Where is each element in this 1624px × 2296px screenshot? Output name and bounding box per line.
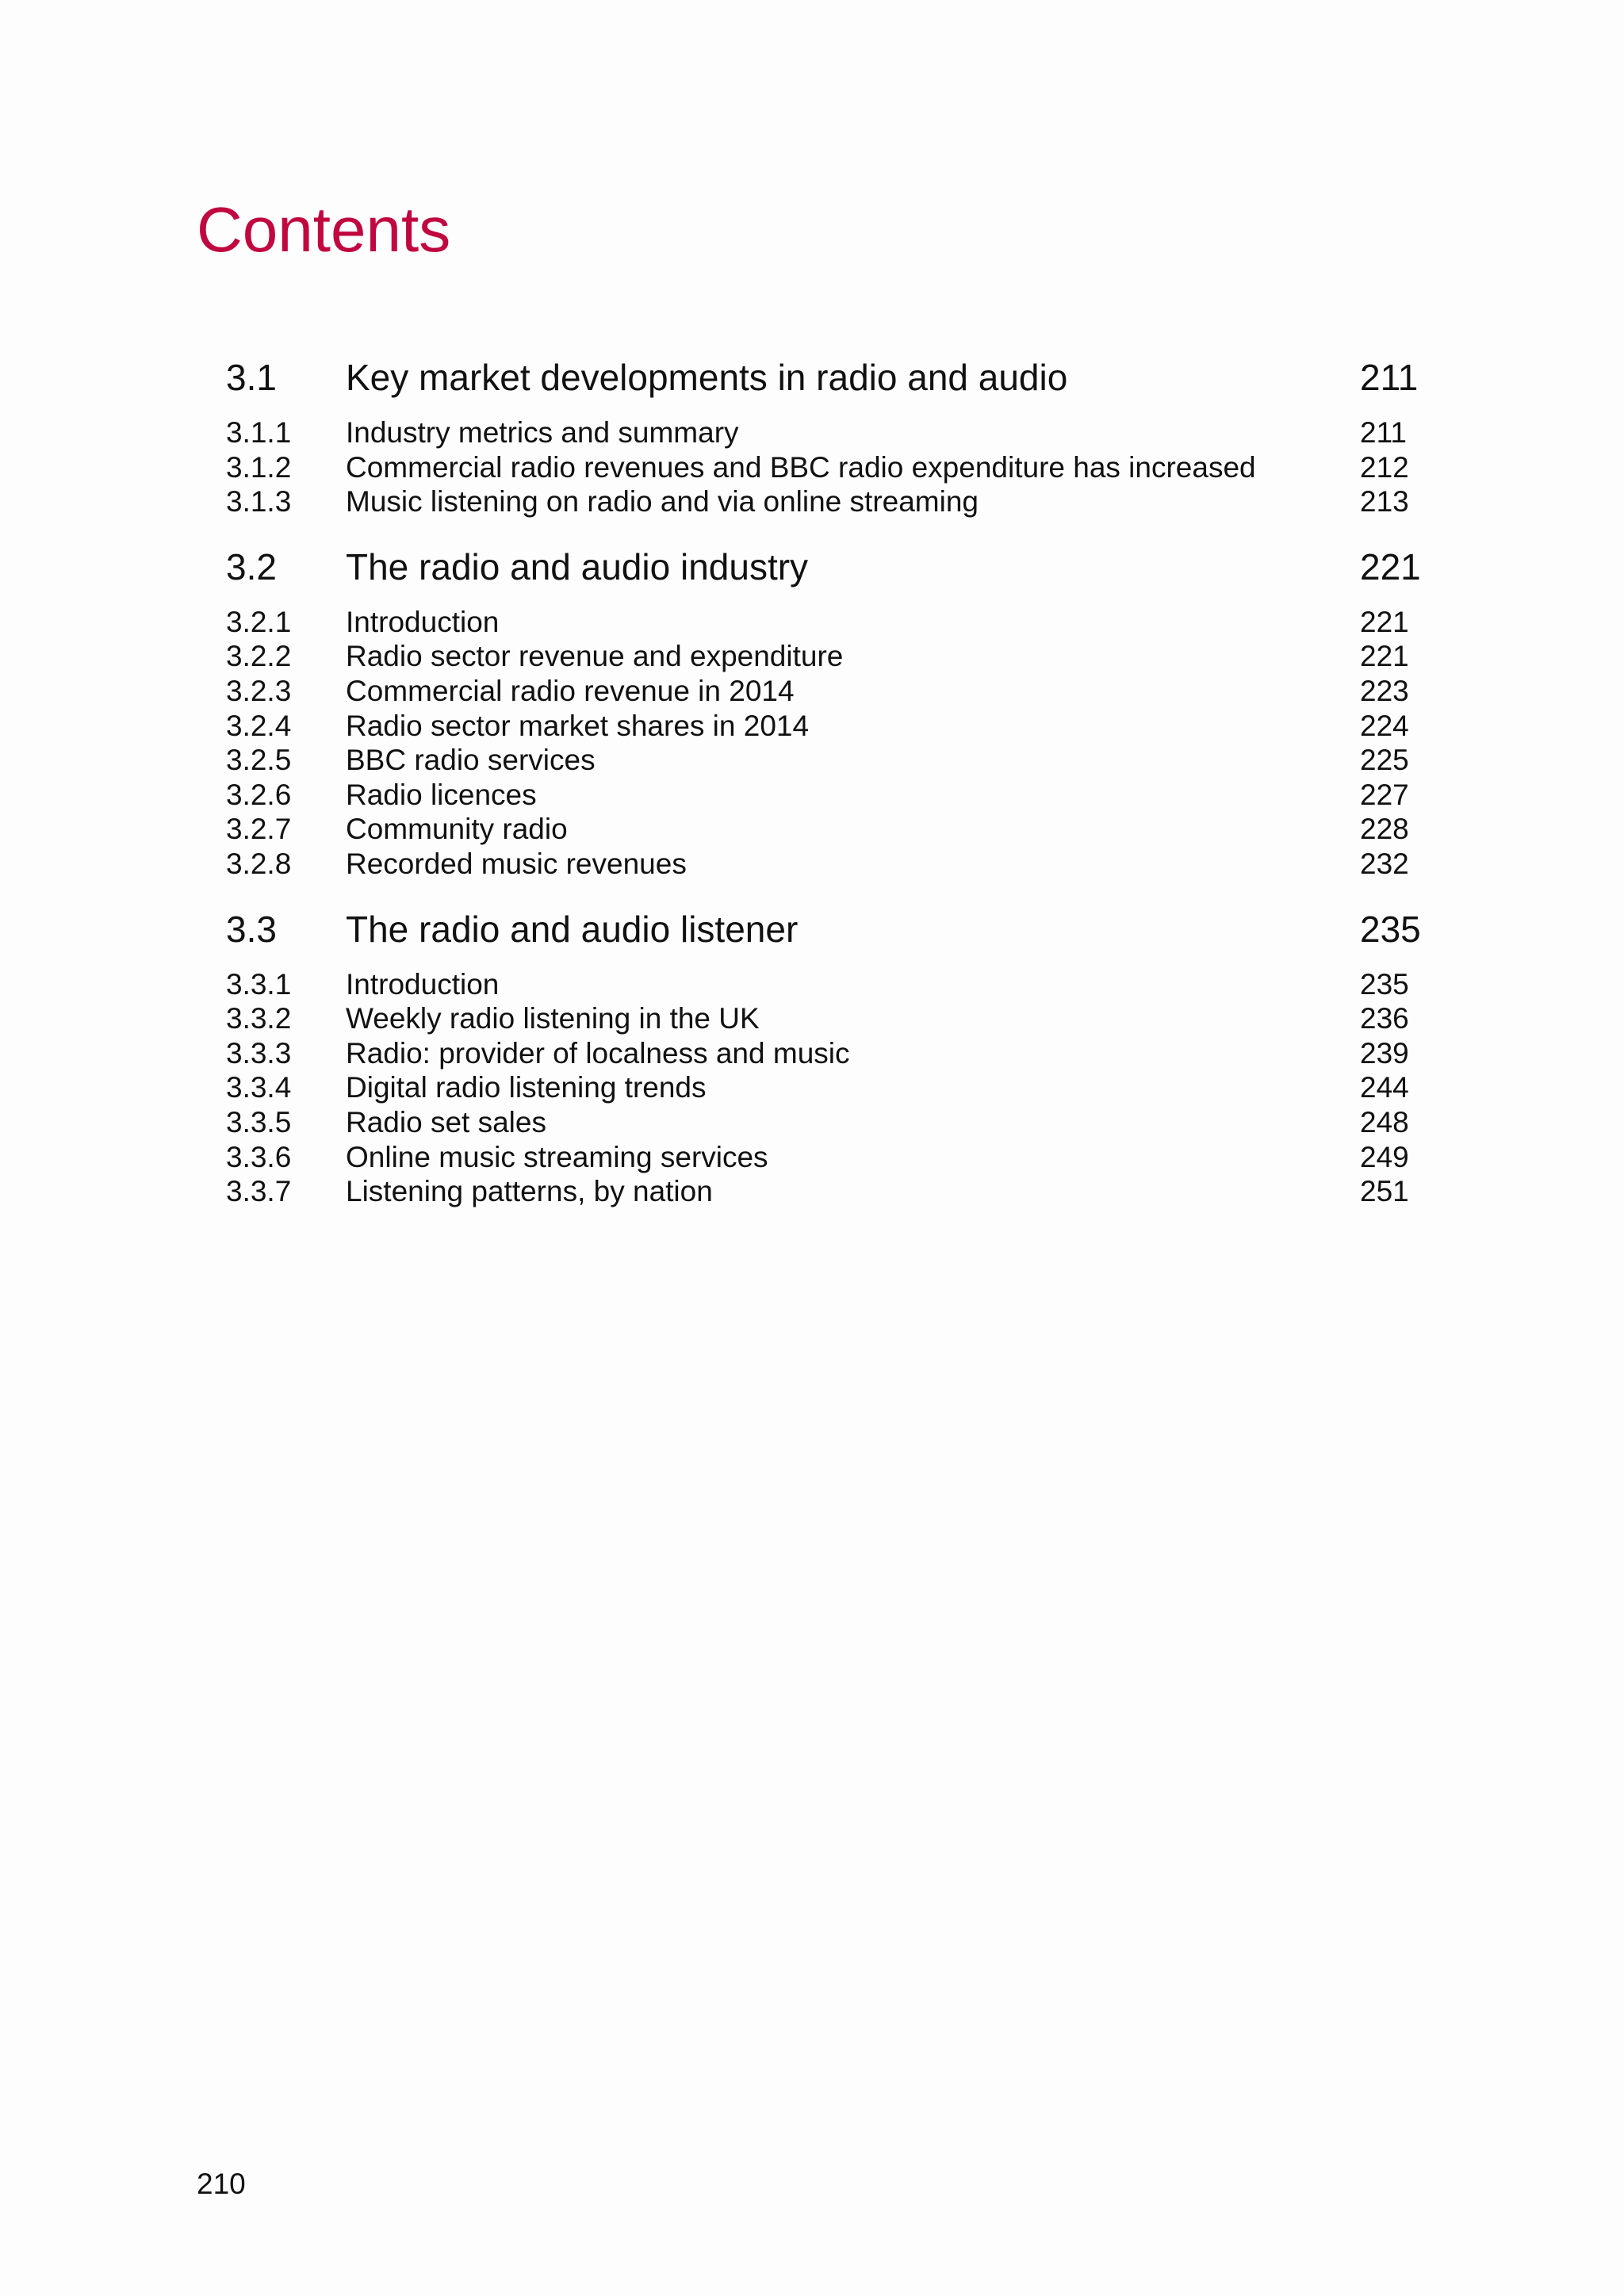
subsection-number: 3.3.5 [226, 1105, 292, 1138]
subsection-number: 3.2.1 [226, 605, 292, 638]
subsection-page-number: 235 [1360, 967, 1409, 1001]
subsection-number: 3.3.3 [226, 1036, 292, 1070]
section-number: 3.1 [226, 357, 277, 398]
toc-subsection-entry[interactable] [226, 639, 1439, 674]
subsection-page-number: 228 [1360, 813, 1409, 846]
subsection-page-number: 239 [1360, 1036, 1409, 1070]
subsection-page-number: 232 [1360, 847, 1409, 880]
toc-section-heading[interactable] [226, 535, 1439, 599]
section-page-number: 235 [1360, 908, 1421, 950]
subsection-title: Listening patterns, by nation [346, 1175, 713, 1208]
toc-subsection-entry[interactable] [226, 1070, 1439, 1105]
toc-section-heading[interactable] [226, 897, 1439, 961]
subsection-title: Radio sector market shares in 2014 [346, 709, 810, 742]
subsection-title: Recorded music revenues [346, 847, 687, 880]
toc-subsection-entry[interactable] [226, 778, 1439, 813]
toc-subsection-entry[interactable] [226, 1001, 1439, 1036]
section-page-number: 211 [1360, 357, 1419, 398]
toc-section [226, 897, 1439, 1209]
subsection-number: 3.2.5 [226, 744, 292, 777]
toc-section-heading[interactable] [226, 346, 1439, 409]
page-title: Contents [197, 194, 451, 265]
toc-subsection-entry[interactable] [226, 847, 1439, 882]
toc-subsection-entry[interactable] [226, 1174, 1439, 1209]
subsection-number: 3.2.8 [226, 847, 292, 880]
toc-subsection-entry[interactable] [226, 812, 1439, 847]
footer-page-number: 210 [197, 2168, 246, 2200]
subsection-title: Weekly radio listening in the UK [346, 1002, 760, 1035]
subsection-title: Radio licences [346, 778, 537, 811]
toc-subsection-entry[interactable] [226, 415, 1439, 450]
subsection-title: Commercial radio revenues and BBC radio expenditure has increased [346, 450, 1256, 484]
subsection-page-number: 249 [1360, 1140, 1409, 1173]
subsection-page-number: 212 [1360, 450, 1409, 484]
subsection-page-number: 227 [1360, 778, 1409, 811]
section-page-number: 221 [1360, 545, 1421, 587]
subsection-number: 3.3.2 [226, 1002, 292, 1035]
toc-subsection-entry[interactable] [226, 674, 1439, 709]
subsection-title: Community radio [346, 813, 568, 846]
subsection-number: 3.1.2 [226, 450, 292, 484]
section-title: The radio and audio industry [346, 545, 809, 587]
subsection-number: 3.1.3 [226, 485, 292, 519]
subsection-title: Radio: provider of localness and music [346, 1036, 850, 1070]
toc-subsection-entry[interactable] [226, 743, 1439, 778]
subsection-title: Commercial radio revenue in 2014 [346, 674, 795, 707]
subsection-page-number: 244 [1360, 1071, 1409, 1104]
subsection-number: 3.2.2 [226, 640, 292, 673]
subsection-number: 3.3.6 [226, 1140, 292, 1173]
subsection-number: 3.3.4 [226, 1071, 292, 1104]
subsection-number: 3.3.1 [226, 967, 292, 1001]
toc-subsection-entry[interactable] [226, 967, 1439, 1002]
subsection-page-number: 223 [1360, 674, 1409, 707]
toc-section [226, 535, 1439, 882]
section-number: 3.2 [226, 545, 277, 587]
subsection-title: Introduction [346, 967, 500, 1001]
subsection-number: 3.1.1 [226, 416, 292, 449]
subsection-page-number: 211 [1360, 416, 1407, 449]
subsection-number: 3.2.6 [226, 778, 292, 811]
subsection-title: Music listening on radio and via online streaming [346, 485, 979, 519]
subsection-title: Online music streaming services [346, 1140, 768, 1173]
subsection-page-number: 236 [1360, 1002, 1409, 1035]
subsection-title: Industry metrics and summary [346, 416, 739, 449]
subsection-page-number: 221 [1360, 640, 1409, 673]
toc-subsection-list [226, 605, 1439, 882]
subsection-title: Digital radio listening trends [346, 1071, 707, 1104]
toc-subsection-list [226, 415, 1439, 519]
subsection-title: Introduction [346, 605, 500, 638]
subsection-page-number: 248 [1360, 1105, 1409, 1138]
section-title: The radio and audio listener [346, 908, 799, 950]
subsection-title: BBC radio services [346, 744, 596, 777]
subsection-title: Radio set sales [346, 1105, 546, 1138]
toc-subsection-entry[interactable] [226, 709, 1439, 744]
toc-section [226, 346, 1439, 519]
subsection-number: 3.2.7 [226, 813, 292, 846]
toc-subsection-entry[interactable] [226, 484, 1439, 519]
table-of-contents [226, 346, 1439, 1225]
subsection-page-number: 225 [1360, 744, 1409, 777]
subsection-number: 3.2.3 [226, 674, 292, 707]
section-number: 3.3 [226, 908, 277, 950]
subsection-title: Radio sector revenue and expenditure [346, 640, 844, 673]
toc-subsection-entry[interactable] [226, 1036, 1439, 1071]
toc-subsection-entry[interactable] [226, 450, 1439, 485]
toc-subsection-entry[interactable] [226, 1105, 1439, 1140]
toc-subsection-entry[interactable] [226, 605, 1439, 640]
subsection-page-number: 213 [1360, 485, 1409, 519]
section-title: Key market developments in radio and audio [346, 357, 1068, 398]
toc-subsection-list [226, 967, 1439, 1209]
subsection-page-number: 251 [1360, 1175, 1409, 1208]
subsection-page-number: 224 [1360, 709, 1409, 742]
subsection-page-number: 221 [1360, 605, 1409, 638]
subsection-number: 3.2.4 [226, 709, 292, 742]
toc-subsection-entry[interactable] [226, 1140, 1439, 1175]
subsection-number: 3.3.7 [226, 1175, 292, 1208]
